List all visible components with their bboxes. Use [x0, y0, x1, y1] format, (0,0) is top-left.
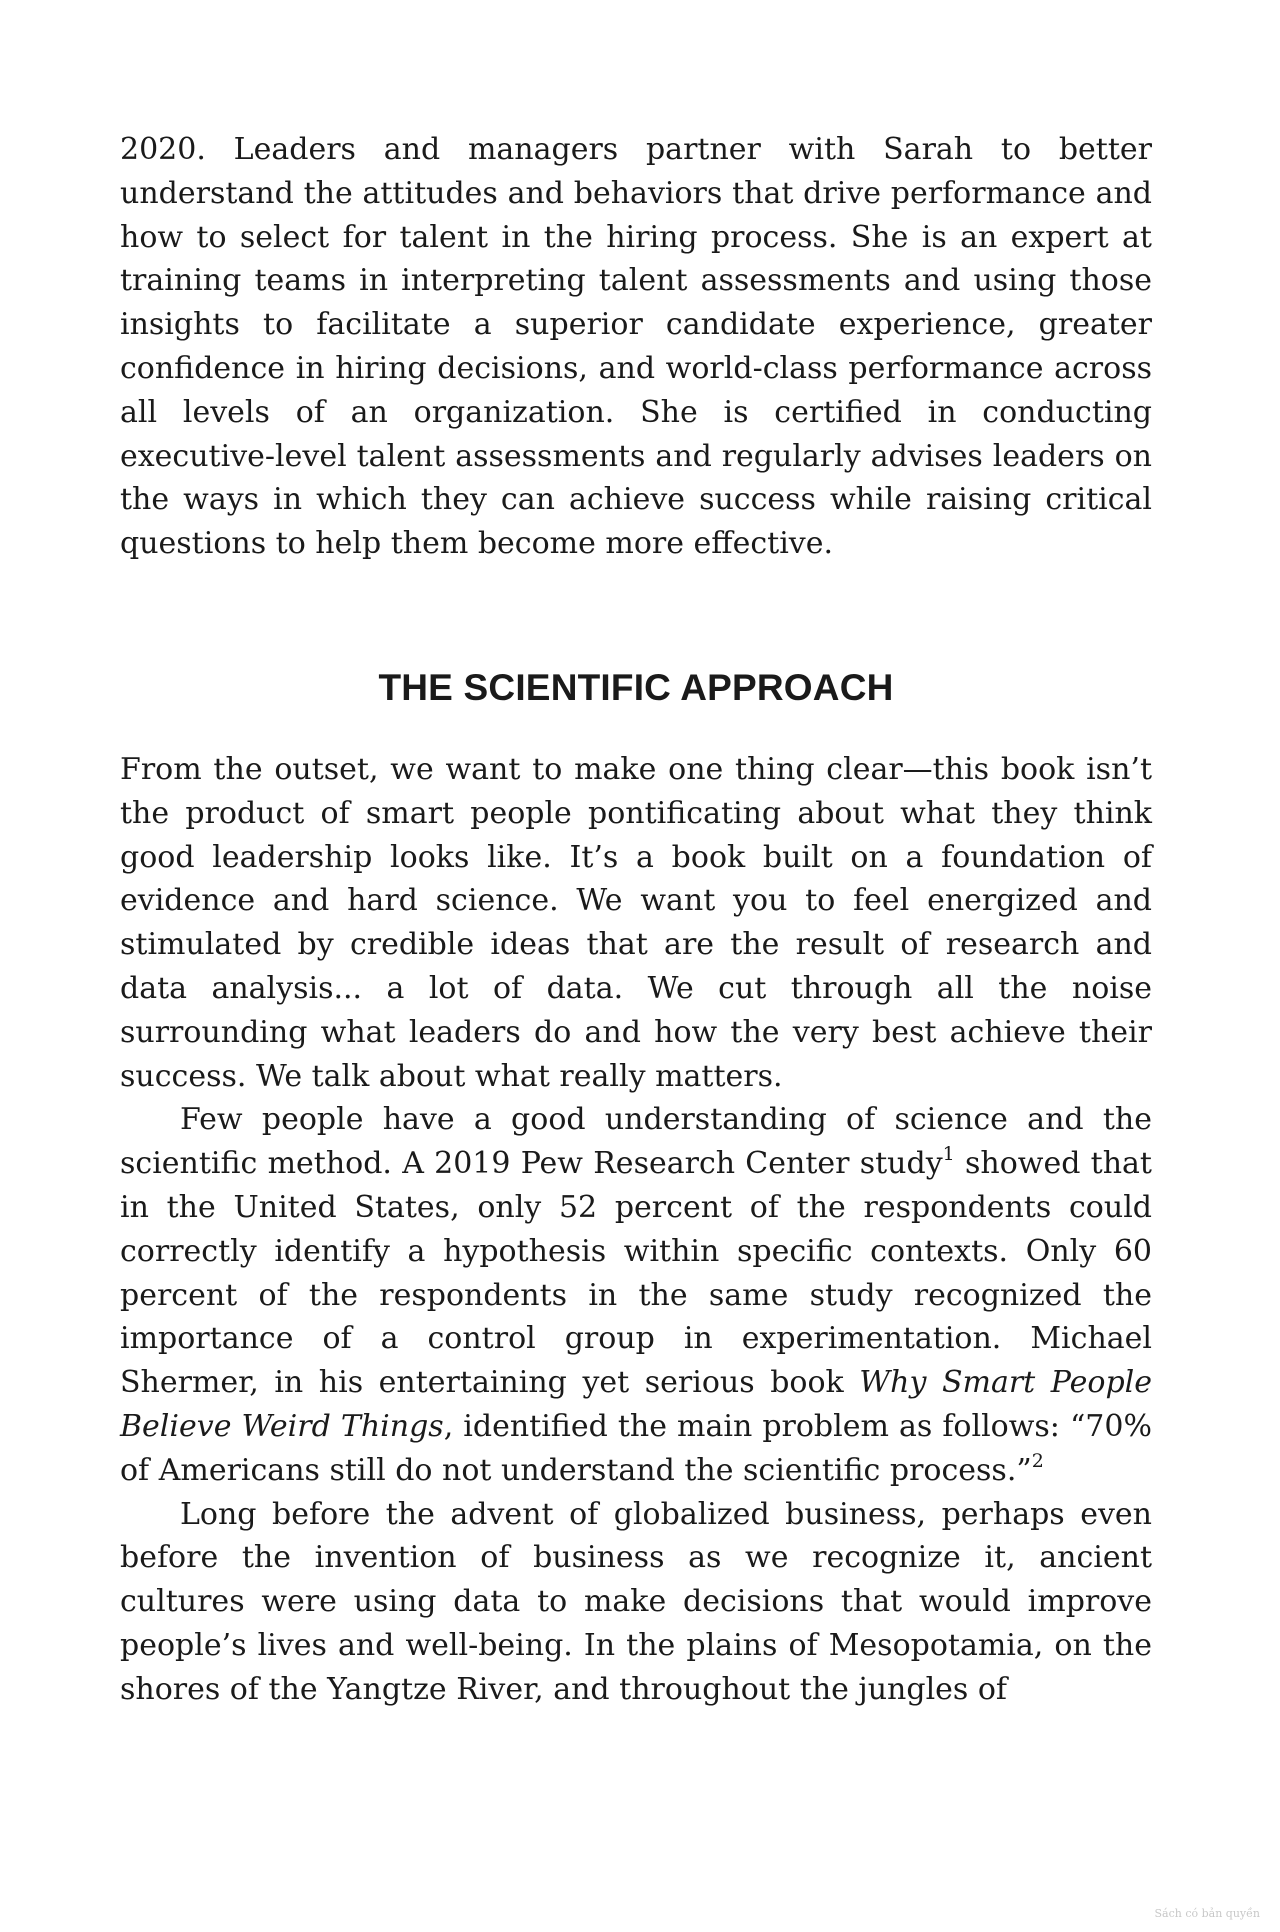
book-title: Why Smart People Believe Weird Things: [120, 1365, 1153, 1444]
body-paragraph-3: Long before the advent of globalized business, perhaps even before the invention of business as we recognize it, ancient cultures were using data to make decisions that would improve people’s lives and well-being. In the plains of Mesopotamia, on the shores of the Yangtze River, and throughout the jungles of: [120, 1496, 1152, 1707]
copyright-watermark: Sách có bản quyền: [1154, 1907, 1260, 1920]
paragraph-2-part-a: Few people have a good understanding of science and the scientific method. A 2019 Pew Research Center study: [120, 1102, 1152, 1182]
body-paragraph-1: From the outset, we want to make one thing clear—this book isn’t the product of smart people pontificating about what they think good leadership looks like. It’s a book built on a foundation of evidence and hard science. We want you to feel energized and stimulated by credible ideas that are the result of research and data analysis... a lot of data. We cut through all the noise surrounding what leaders do and how the very best achieve their success. We talk about what really matters.: [120, 751, 1152, 1094]
footnote-marker-1[interactable]: 1: [942, 1143, 955, 1166]
paragraph-2-part-b: showed that in the United States, only 52 percent of the respondents could correctly identify a hypothesis within specific contexts. Only 60 percent of the respondents in the same study recognized the importance of a control group in experimentation. Michael Shermer, in his entertaining yet serious book: [120, 1146, 1152, 1401]
footnote-marker-2[interactable]: 2: [1031, 1449, 1044, 1472]
body-paragraph-2: [120, 1098, 1152, 1492]
book-page: [120, 128, 1152, 1712]
bio-paragraph: 2020. Leaders and managers partner with Sarah to better understand the attitudes and behaviors that drive performance and how to select for talent in the hiring process. She is an expert at training teams in interpreting talent assessments and using those insights to facilitate a superior candidate experience, greater confidence in hiring decisions, and world-class performance across all levels of an organization. She is certified in conducting executive-level talent assessments and regularly advises leaders on the ways in which they can achieve success while raising critical questions to help them become more effective.: [120, 132, 1152, 562]
paragraph-2-part-c: , identified the main problem as follows: “70% of Americans still do not understand the scientific process.”: [120, 1408, 1152, 1488]
section-heading: THE SCIENTIFIC APPROACH: [378, 666, 894, 708]
